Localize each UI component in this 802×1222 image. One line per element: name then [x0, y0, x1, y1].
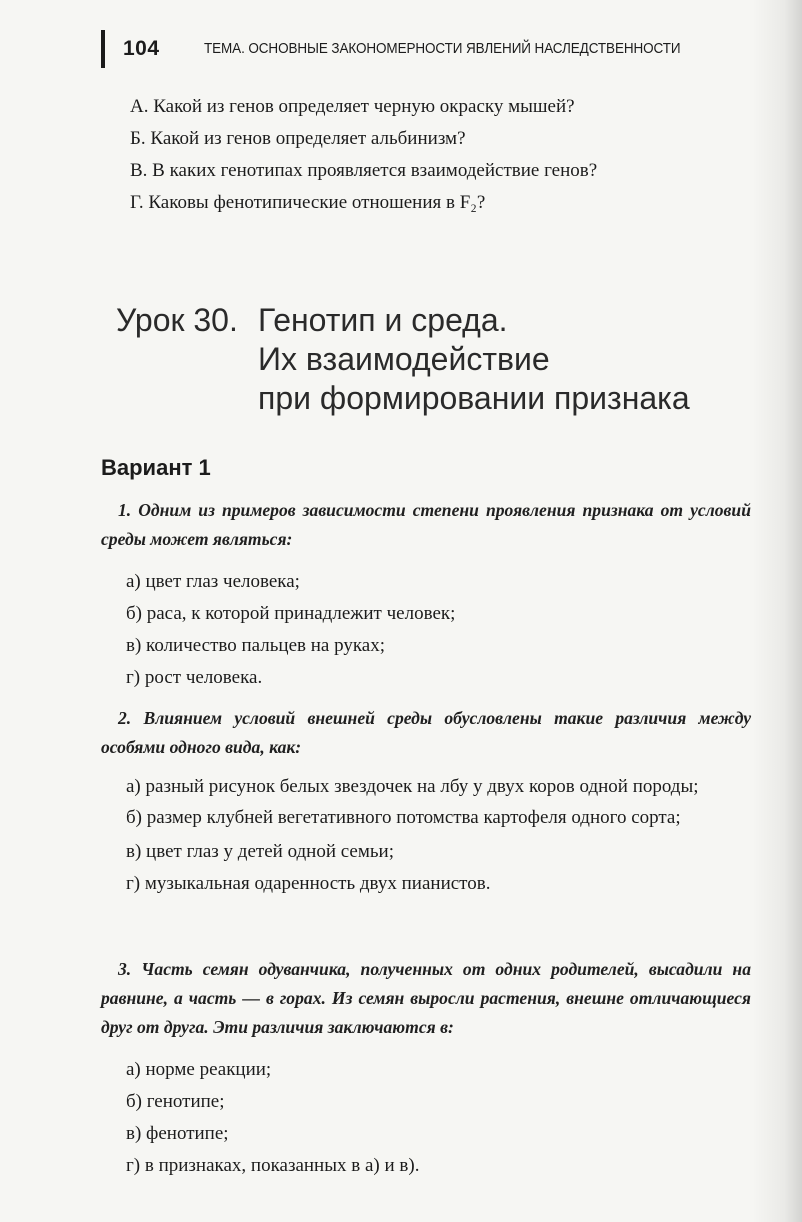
page-header [101, 30, 761, 70]
lesson-title-line: Их взаимодействие [258, 341, 550, 377]
answer-option: а) разный рисунок белых звездочек на лбу у двух коров одной породы; [126, 776, 699, 797]
answer-option: в) фенотипе; [126, 1123, 229, 1144]
answer-options [101, 774, 751, 900]
answer-options [101, 566, 751, 694]
previous-questions-list [130, 91, 770, 219]
answer-option: а) норме реакции; [126, 1059, 272, 1080]
answer-option: в) количество пальцев на руках; [126, 635, 385, 656]
running-title: ТЕМА. ОСНОВНЫЕ ЗАКОНОМЕРНОСТИ ЯВЛЕНИЙ НАСЛЕДСТВЕННОСТИ [204, 41, 681, 57]
answer-option: б) раса, к которой принадлежит человек; [126, 603, 456, 624]
answer-options [101, 1054, 751, 1182]
variant-heading: Вариант 1 [101, 455, 211, 480]
answer-option: б) размер клубней вегетативного потомства картофеля одного сорта; [126, 807, 681, 828]
question-text: 2. Влиянием условий внешней среды обусловлены такие различия между особями одного вида, как: [101, 708, 751, 757]
answer-option: б) генотипе; [126, 1091, 225, 1112]
answer-option: г) музыкальная одаренность двух пианистов. [126, 873, 491, 894]
previous-question: В. В каких генотипах проявляется взаимодействие генов? [130, 160, 598, 181]
answer-option: а) цвет глаз человека; [126, 571, 300, 592]
lesson-title-lines [258, 301, 690, 418]
previous-question: А. Какой из генов определяет черную окраску мышей? [130, 96, 575, 117]
lesson-title-line: при формировании признака [258, 380, 690, 416]
answer-option: г) в признаках, показанных в а) и в). [126, 1155, 420, 1176]
header-rule [101, 30, 105, 68]
lesson-number: Урок 30. [116, 302, 238, 338]
question-3 [101, 955, 751, 1182]
question-text: 3. Часть семян одуванчика, полученных от одних родителей, высадили на равнине, а часть — в горах. Из семян выросли растения, внешне отличающиеся друг от друга. Эти различия заключаются в: [101, 959, 751, 1037]
lesson-title-line: Генотип и среда. [258, 302, 508, 338]
answer-option: г) рост человека. [126, 667, 263, 688]
question-text: 1. Одним из примеров зависимости степени проявления признака от условий среды может являться: [101, 500, 751, 549]
page-number: 104 [123, 37, 160, 60]
answer-option: в) цвет глаз у детей одной семьи; [126, 841, 395, 862]
previous-question: Г. Каковы фенотипические отношения в F₂? [130, 192, 486, 213]
question-2 [101, 704, 751, 900]
question-1 [101, 496, 751, 694]
previous-question: Б. Какой из генов определяет альбинизм? [130, 128, 466, 149]
